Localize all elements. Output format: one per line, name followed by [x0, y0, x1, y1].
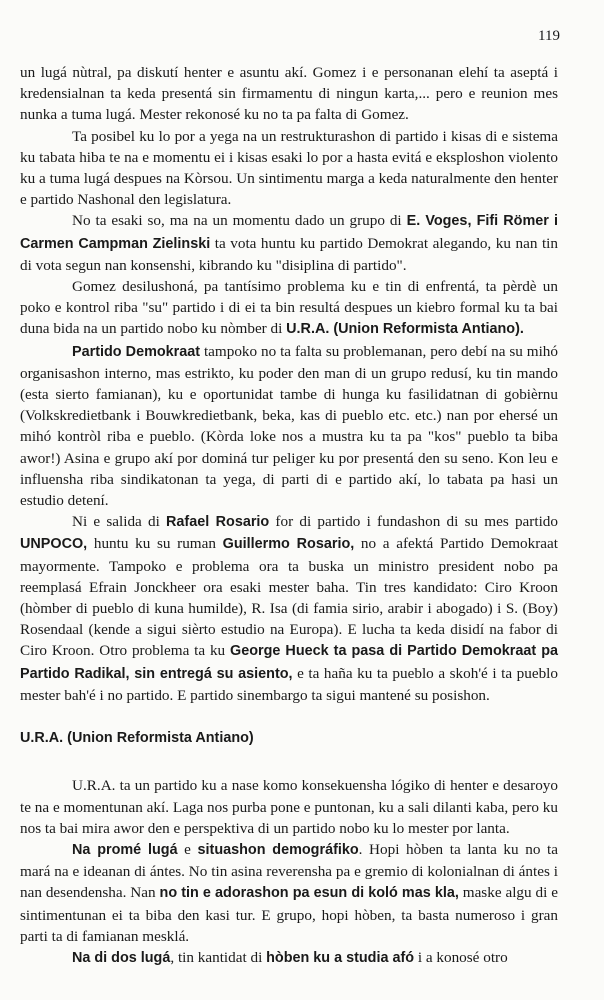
body-text: [20, 62, 558, 969]
paragraph: Na promé lugá e situashon demográfiko. Hopi hòben ta lanta ku no ta mará na e ideanan di ántes. No tin asina reverensha pa e gremio di kolonialnan di ántes i nan desendensha. Nan no tin e adorashon pa esun di koló mas kla, maske algu di e sintimentunan ei ta biba den kasi tur. E grupo, hopi hòben, ta basta numeroso i gran parti ta di famianan mesklá.: [20, 840, 558, 945]
paragraph: Partido Demokraat tampoko no ta falta su problemanan, pero debí na su mihó organisashon interno, mas estrikto, ku poder den man di un grupo redusí, ku tin mando (esta sierto famianan), ku e oportunidat tambe di hunga ku fasilidatnan di gobièrnu (Volkskredietbank i Bouwkredietbank, beka, kas di pueblo etc. etc.) nan por ehersé un mihó kontròl riba e pueblo. (Kòrda loke nos a mustra ku ta pa "kos" pueblo ta biba awor!) Asina e grupo akí por dominá tur peliger ku por presentá den su seno. Kon leu e influensha riba sindikatonan ta yega, di parti di e partido akí, lo tabata pa hasi un estudio detení.: [20, 342, 558, 510]
page-number: 119: [538, 28, 560, 44]
paragraph: No ta esaki so, ma na un momentu dado un grupo di E. Voges, Fifi Römer i Carmen Campman Zielinski ta vota huntu ku partido Demokrat alegando, ku nan tin di vota segun nan konsenshi, kibrando ku "disiplina di partido".: [20, 212, 558, 274]
paragraph: un lugá nùtral, pa diskutí henter e asuntu akí. Gomez i e personanan elehí ta aseptá i kredensialnan ta keda presentá sin firmamentu di ningun karta,... pero e reunion mes nunka a tuma lugá. Mester rekonosé ku no ta pa falta di Gomez.: [20, 64, 558, 124]
section-heading: U.R.A. (Union Reformista Antiano): [20, 730, 254, 747]
paragraph: U.R.A. ta un partido ku a nase komo konsekuensha lógiko di henter e desaroyo te na e momentunan akí. Laga nos purba pone e puntonan, ku a sali dilanti kaba, pero ku nos ta bai mira awor den e perspektiva di un partido nobo ku lo mester por lanta.: [20, 777, 558, 837]
paragraph: Ni e salida di Rafael Rosario for di partido i fundashon di su mes partido UNPOCO, huntu ku su ruman Guillermo Rosario, no a afektá Partido Demokraat mayormente. Tampoko e problema ora ta buska un ministro president nobo pa reemplasá Efrain Jonckheer ora esaki mester baha. Tin tres kandidato: Ciro Kroon (hòmber di pueblo di kuna humilde), R. Isa (di famia sirio, arabir i abogado) i S. (Boy) Rosendaal (kende a sigui sièrto estudio na Europa). E lucha ta keda disidí na fabor di Ciro Kroon. Otro problema ta ku George Hueck ta pasa di Partido Demokraat pa Partido Radikal, sin entregá su asiento, e ta haña ku ta pueblo a skoh'é i ta pueblo mester bah'é i no partido. E partido sinembargo ta sigui mantené su posishon.: [20, 513, 559, 704]
paragraph: Na di dos lugá, tin kantidat di hòben ku a studia afó i a konosé otro: [72, 948, 508, 966]
paragraph: Gomez desilushoná, pa tantísimo problema ku e tin di enfrentá, ta pèrdè un poko e kontrol riba "su" partido i di ei ta bin resultá despues un kiebro formal ku ta bai duna bida na un partido nobo ku nòmber di U.R.A. (Union Reformista Antiano).: [20, 278, 558, 338]
paragraph: Ta posibel ku lo por a yega na un restrukturashon di partido i kisas di e sistema ku tabata hiba te na e momentu ei i kisas esaki lo por a hasta evitá e eksploshon violento ku a tuma lugá despues na Kòrsou. Un sintimentu marga a keda naturalmente den henter e partido Nashonal den legislatura.: [20, 127, 558, 209]
